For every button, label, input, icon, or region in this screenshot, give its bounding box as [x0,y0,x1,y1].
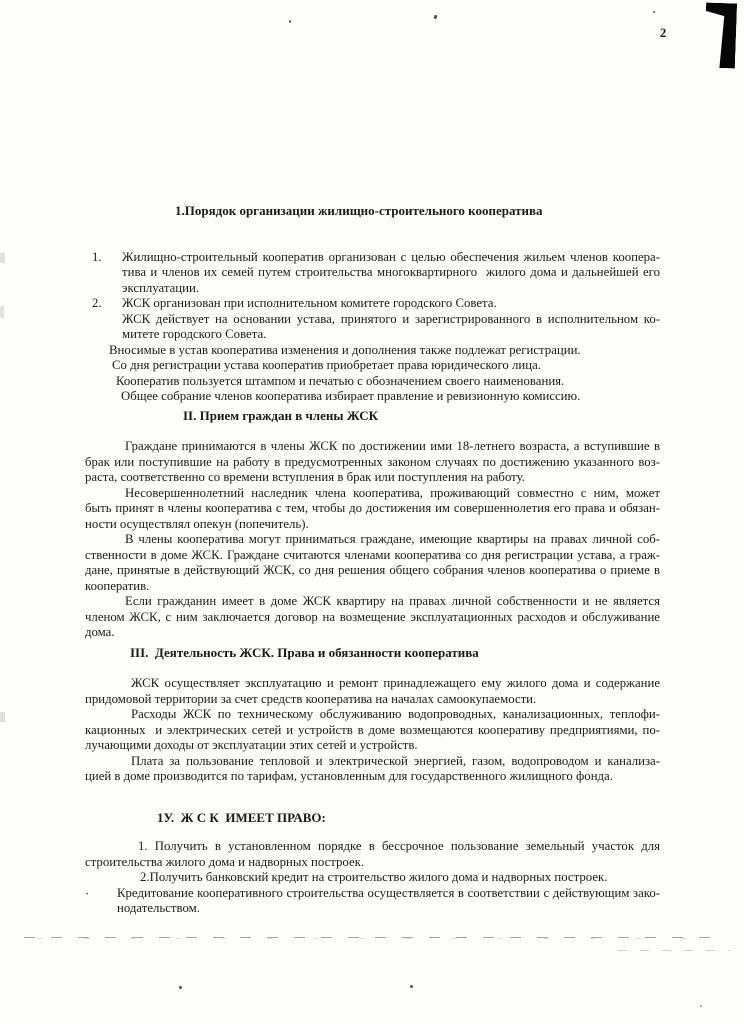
text-line: кационных и электрических сетей и устройств в доме возмещаются кооперативу предприятиями, по- [85,722,660,737]
text-line: брак или поступившие на работу в предусмотренных законом случаях по достижению указанного воз- [85,454,660,469]
text-line: Если гражданин имеет в доме ЖСК квартиру на правах личной собственности и не является [125,594,660,608]
text-line: кооператив. [85,578,150,593]
text-line: Расходы ЖСК по техническому обслуживанию водопроводных, канализационных, теплофи- [131,707,660,721]
text-line: строительства жилого дома и надворных построек. [85,854,365,869]
item-number: 2. [92,296,102,310]
paragraph [85,532,660,594]
text-line: ности осуществлял опекун (попечитель). [85,516,309,531]
free-line [85,343,660,359]
paragraph [85,486,660,533]
paragraph [85,754,660,785]
scan-dashed-artifact-line [24,937,712,939]
section2-heading: II. Прием граждан в члены ЖСК [183,407,379,423]
paragraph [85,676,660,707]
item-sub-block [122,296,660,312]
section3-heading: III. Деятельность ЖСК. Права и обязанности кооператива [130,644,479,660]
section4-heading: 1У. Ж С К ИМЕЕТ ПРАВО: [157,809,326,825]
text-line: Плата за пользование тепловой и электрической энергией, газом, водопроводом и канализа- [131,753,660,768]
text-line: дане, принятые в действующий ЖСК, со дня решения общего собрания членов кооператива о приеме в [85,563,660,577]
scan-speck [289,20,291,23]
text-line: членом ЖСК, с ним заключается договор на возмещение эксплуатационных расходов и обслуживание [85,609,660,624]
text-line: быть принят в члены кооператива с тем, чтобы до достижения им совершеннолетия его права и обязан- [85,501,660,515]
scan-edge-smudge [0,306,4,318]
text-line: 1. Получить в установленном порядке в бессрочное пользование земельный участок для [138,839,660,853]
paragraph [85,885,660,917]
paragraph [85,439,660,486]
numbered-item-1 [85,250,660,297]
text-line: нодательством. [117,901,200,915]
text-line: эксплуатации. [122,280,200,295]
numbered-item-2 [85,296,660,343]
text-line: Несовершеннолетний наследник члена кооператива, проживающий совместно с ним, может [125,485,660,500]
text-line: цией в доме производится по тарифам, установленным для государственного жилищного фонда. [85,769,613,783]
paragraph [85,707,660,754]
scan-speck [653,11,655,13]
scan-speck [179,986,182,989]
text-line: Вносимые в устав кооператива изменения и дополнения также подлежат регистрации. [109,342,581,357]
document-content [85,203,660,917]
text-line: ЖСК осуществляет эксплуатацию и ремонт принадлежащего ему жилого дома и содержание [131,676,660,690]
text-line: Со дня регистрации устава кооператив приобретает права юридического лица. [112,358,541,372]
margin-dot-mark: · [85,885,90,901]
free-line [85,358,660,374]
scan-edge-smudge [0,253,5,263]
section1-title: 1.Порядок организации жилищно-строительного кооператива [175,203,543,218]
text-line: митете городского Совета. [122,327,267,341]
text-line: ЖСК организован при исполнительном комитете городского Совета. [122,296,497,310]
free-line [85,389,660,405]
scan-speck [433,15,437,20]
text-line: В члены кооператива могут приниматься граждане, имеющие квартиры на правах личной соб- [125,532,660,546]
text-line: Жилищно-строительный кооператив организован с целью обеспечения жильем членов коопера- [122,249,660,264]
paragraph [85,870,660,886]
text-line: Кредитование кооперативного строительства осуществляется в соответствии с действующим зако- [117,885,660,900]
item-sub-block [122,312,660,343]
text-line: лучающими доходы от эксплуатации этих сетей и устройств. [85,738,418,752]
text-line: Общее собрание членов кооператива избирает правление и ревизионную комиссию. [121,389,581,403]
scan-speck [410,985,413,988]
text-line: ЖСК действует на основании устава, принятого и зарегистрированного в исполнительном ко- [122,311,660,326]
free-line [85,374,660,390]
page-number: 2 [660,26,667,40]
text-line: тива и членов их семей путем строительства многоквартирного жилого дома и дальнейшей его [122,265,660,279]
text-line: Кооператив пользуется штампом и печатью с обозначением своего наименования. [116,373,565,388]
text-line: 2.Получить банковский кредит на строительство жилого дома и надворных построек. [140,870,608,884]
text-line: ственности в доме ЖСК. Граждане считаются членами кооператива со дня регистрации устава, а граж- [85,547,660,562]
paragraph [85,594,660,641]
scan-edge-smudge [0,712,5,722]
text-line: дома. [85,625,115,639]
item-text [122,296,660,343]
paragraph [85,839,660,870]
item-number: 1. [92,249,102,264]
text-line: придомовой территории за счет средств кооператива на началах самоокупаемости. [85,691,537,706]
item-text [122,250,660,297]
scan-corner-mark [704,2,737,68]
text-line: Граждане принимаются в члены ЖСК по достижении ими 18-летнего возраста, а вступившие в [125,439,660,453]
text-line: раста, соответственно со времени вступления в брак или поступления на работу. [85,470,525,484]
scan-speck [700,1005,702,1007]
scan-dashed-artifact-line-short [618,950,730,951]
